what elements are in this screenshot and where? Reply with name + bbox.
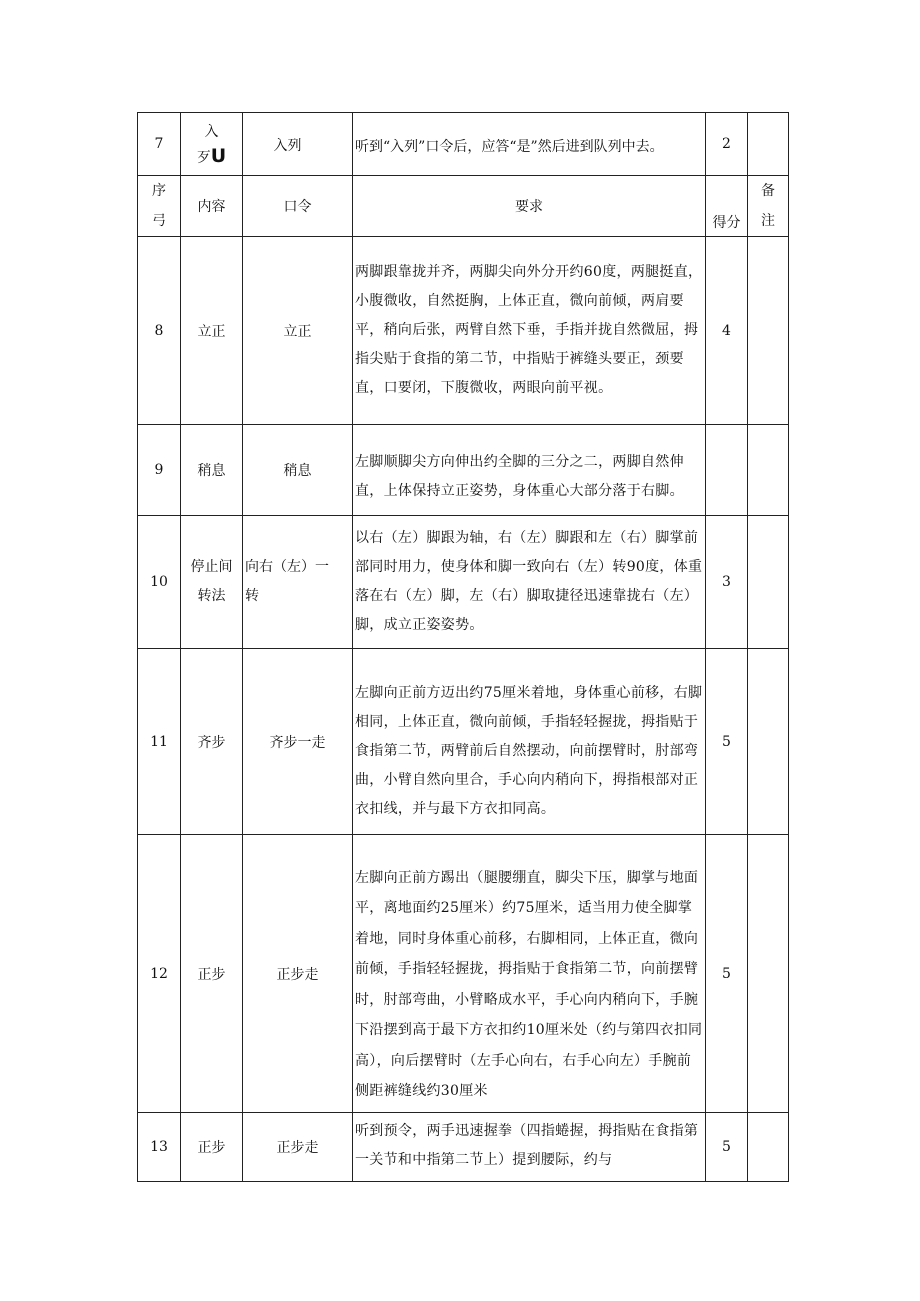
row7-content-bottom-b: U <box>210 145 227 167</box>
row9-content: 稍息 <box>181 425 243 516</box>
header-command: 口令 <box>243 176 353 237</box>
row12-requirement: 左脚向正前方踢出（腿腰绷直，脚尖下压，脚掌与地面平，离地面约25厘米）约75厘米，适当用力使全脚掌着地，同时身体重心前移，右脚相同，上体正直，微向前倾，手指轻轻握拢，拇指贴于食指第二节，向前摆臂时，肘部弯曲，小臂略成水平，手心向内稍向下，手腕下沿摆到高于最下方衣扣约10厘米处（约与第四衣扣同高），向后摆臂时（左手心向右，右手心向左）手腕前侧距裤缝线约30厘米 <box>353 835 706 1113</box>
row11-command: 齐步一走 <box>243 649 353 835</box>
row12-note <box>748 835 789 1113</box>
row9-note <box>748 425 789 516</box>
row12-content: 正步 <box>181 835 243 1113</box>
row7-seq: 7 <box>138 113 181 176</box>
row11-content: 齐步 <box>181 649 243 835</box>
table-row <box>138 1113 789 1182</box>
header-content: 内容 <box>181 176 243 237</box>
row13-seq: 13 <box>138 1113 181 1182</box>
row10-seq: 10 <box>138 516 181 649</box>
row9-command: 稍息 <box>243 425 353 516</box>
row7-requirement <box>353 113 706 176</box>
row7-content <box>181 113 243 176</box>
row10-note <box>748 516 789 649</box>
row9-score <box>706 425 748 516</box>
header-note-b: 注 <box>761 213 775 229</box>
row8-content: 立正 <box>181 237 243 425</box>
row7-content-bottom-a: 歹 <box>196 150 211 166</box>
row10-score: 3 <box>706 516 748 649</box>
drill-score-table <box>137 112 789 1182</box>
table-row <box>138 113 789 176</box>
table-row <box>138 835 789 1113</box>
row12-command: 正步走 <box>243 835 353 1113</box>
row10-content-b: 转法 <box>197 588 226 604</box>
row7-command-text: 入列 <box>273 138 302 154</box>
table-header-row <box>138 176 789 237</box>
row13-score: 5 <box>706 1113 748 1182</box>
header-seq-b: 弓 <box>152 213 166 229</box>
row10-command-b: 转 <box>245 588 259 604</box>
row8-score: 4 <box>706 237 748 425</box>
table-row <box>138 237 789 425</box>
row12-score: 5 <box>706 835 748 1113</box>
row7-score: 2 <box>706 113 748 176</box>
row10-content <box>181 516 243 649</box>
header-note <box>748 176 789 237</box>
row7-content-top: 入 <box>204 124 219 140</box>
header-requirement: 要求 <box>353 176 706 237</box>
header-seq-a: 序 <box>152 183 166 199</box>
row11-note <box>748 649 789 835</box>
row13-note <box>748 1113 789 1182</box>
row10-command-a: 向右（左）一 <box>245 559 329 575</box>
row10-content-a: 停止间 <box>190 559 233 575</box>
row13-command: 正步走 <box>243 1113 353 1182</box>
row10-command <box>243 516 353 649</box>
row10-requirement: 以右（左）脚跟为轴，右（左）脚跟和左（右）脚掌前部同时用力，使身体和脚一致向右（左）转90度，体重落在右（左）脚，左（右）脚取捷径迅速靠拢右（左）脚，成立正姿姿势。 <box>353 516 706 649</box>
row7-requirement-text: 听到“入列”口令后，应答“是”然后进到队列中去。 <box>355 139 664 155</box>
row8-requirement: 两脚跟靠拢并齐，两脚尖向外分开约60度，两腿挺直，小腹微收，自然挺胸，上体正直，微向前倾，两肩要平，稍向后张，两臂自然下垂，手指并拢自然微屈，拇指尖贴于食指的第二节，中指贴于裤缝头要正，颈要直，口要闭，下腹微收，两眼向前平视。 <box>353 237 706 425</box>
row8-seq: 8 <box>138 237 181 425</box>
row11-seq: 11 <box>138 649 181 835</box>
row11-requirement: 左脚向正前方迈出约75厘米着地，身体重心前移，右脚相同，上体正直，微向前倾，手指轻轻握拢，拇指贴于食指第二节，两臂前后自然摆动，向前摆臂时，肘部弯曲，小臂自然向里合，手心向内稍向下，拇指根部对正衣扣线，并与最下方衣扣同高。 <box>353 649 706 835</box>
row12-seq: 12 <box>138 835 181 1113</box>
row7-note <box>748 113 789 176</box>
header-note-a: 备 <box>761 183 775 199</box>
table-row <box>138 516 789 649</box>
table-row <box>138 425 789 516</box>
row7-content-bottom <box>181 145 242 167</box>
row13-requirement: 听到预令，两手迅速握拳（四指蜷握，拇指贴在食指第一关节和中指第二节上）提到腰际，约与 <box>353 1113 706 1182</box>
row8-command: 立正 <box>243 237 353 425</box>
table-row <box>138 649 789 835</box>
header-score: 得分 <box>706 176 748 237</box>
row9-seq: 9 <box>138 425 181 516</box>
row7-command <box>243 113 353 176</box>
row11-score: 5 <box>706 649 748 835</box>
row8-note <box>748 237 789 425</box>
row9-requirement: 左脚顺脚尖方向伸出约全脚的三分之二，两脚自然伸直，上体保持立正姿势，身体重心大部分落于右脚。 <box>353 425 706 516</box>
header-seq <box>138 176 181 237</box>
row13-content: 正步 <box>181 1113 243 1182</box>
